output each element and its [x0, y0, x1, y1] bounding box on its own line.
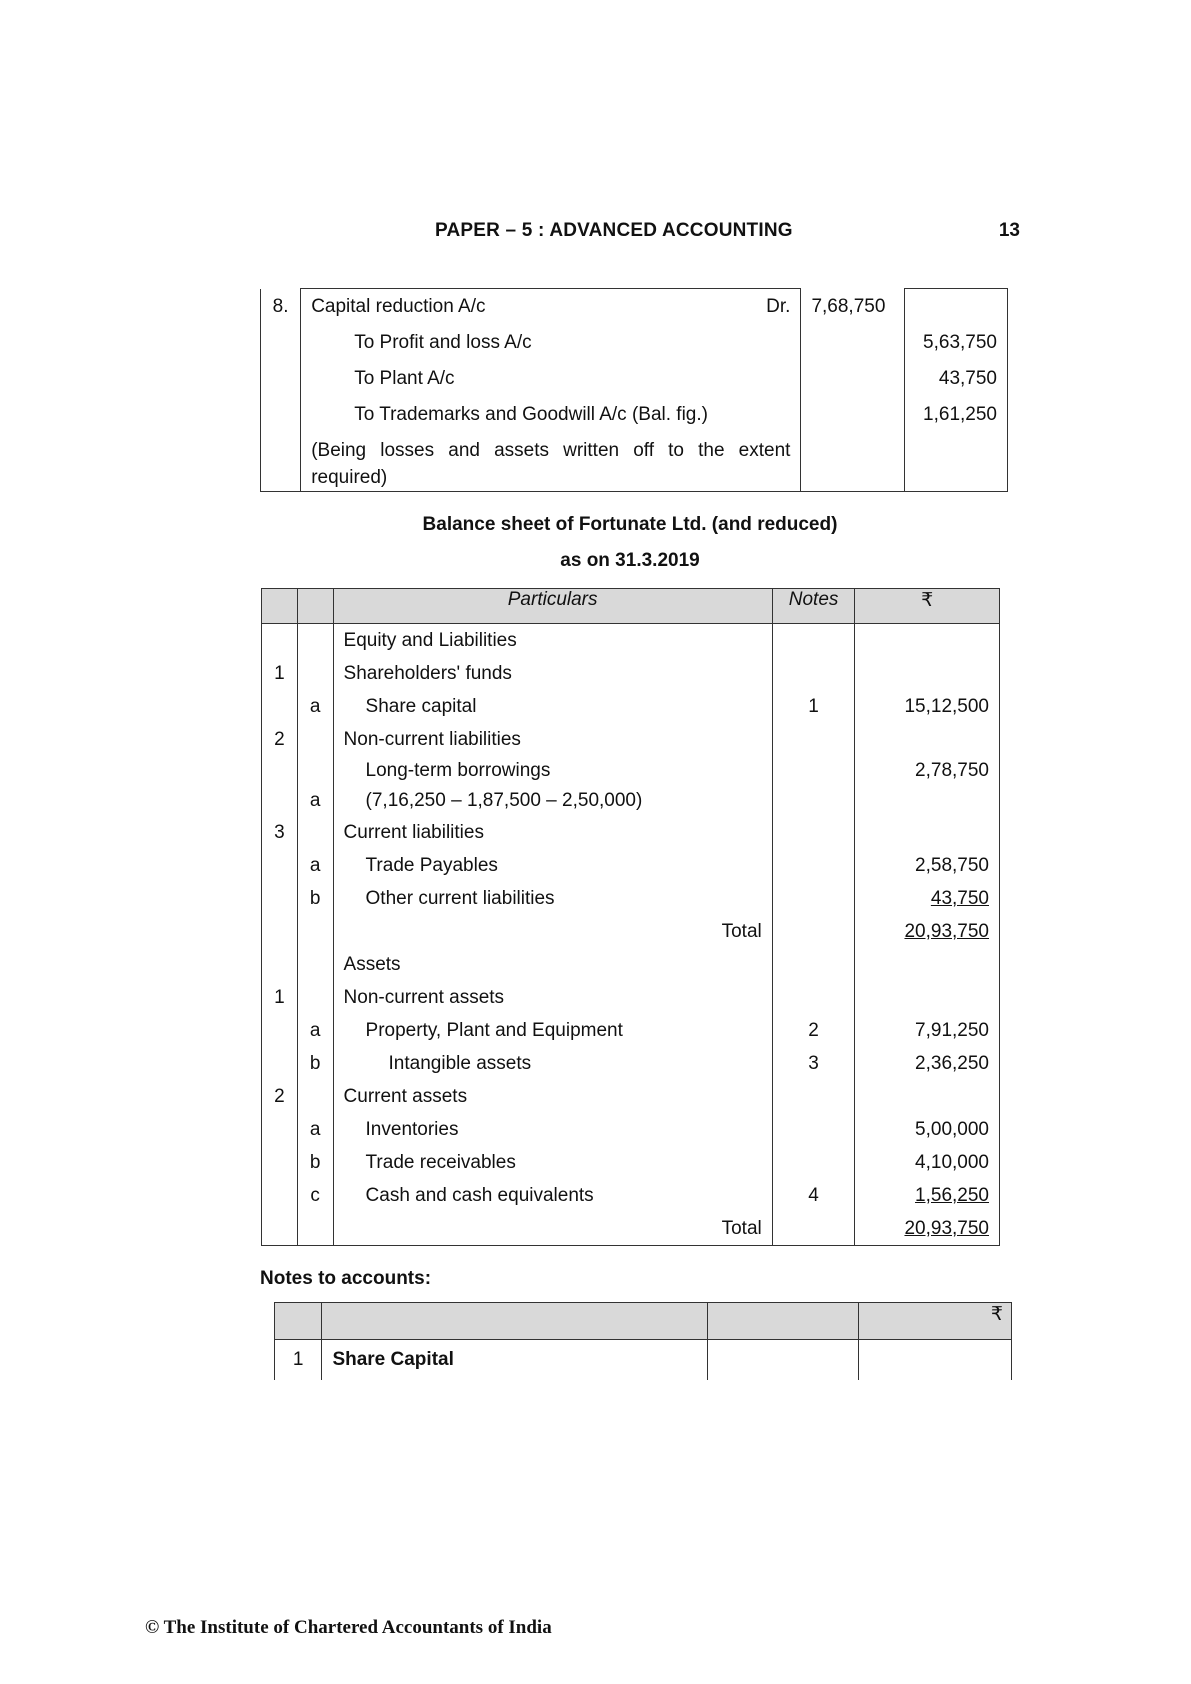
- credit-account: To Profit and loss A/c: [301, 325, 749, 361]
- journal-credit-row: [261, 397, 1008, 433]
- debit-account: Capital reduction A/c: [301, 289, 749, 326]
- table-row: 1 Shareholders' funds: [262, 657, 1000, 690]
- total-amount: 20,93,750: [904, 921, 989, 942]
- page-number: 13: [998, 220, 1020, 241]
- table-row: a Share capital 1 15,12,500: [262, 690, 1000, 723]
- entry-number: 8.: [261, 289, 301, 326]
- balance-sheet-title: Balance sheet of Fortunate Ltd. (and reduced): [422, 514, 838, 535]
- table-row: b Other current liabilities 43,750: [262, 882, 1000, 915]
- paper-title: PAPER – 5 : ADVANCED ACCOUNTING: [435, 220, 793, 241]
- notes-to-accounts-table: [274, 1302, 1012, 1380]
- credit-account: To Trademarks and Goodwill A/c (Bal. fig.): [301, 397, 749, 433]
- credit-amount: 1,61,250: [904, 397, 1007, 433]
- debit-amount: 7,68,750: [801, 289, 904, 326]
- total-label: Total: [333, 1212, 772, 1246]
- dr-label: Dr.: [749, 289, 801, 326]
- notes-heading: Notes to accounts:: [260, 1268, 432, 1289]
- table-row: 2 Non-current liabilities: [262, 723, 1000, 756]
- balance-sheet-date: as on 31.3.2019: [560, 550, 700, 571]
- table-row: b Trade receivables 4,10,000: [262, 1146, 1000, 1179]
- currency-header: ₹: [855, 589, 1000, 624]
- table-row: a Long-term borrowings (7,16,250 – 1,87,500 – 2,50,000) 2,78,750: [262, 756, 1000, 816]
- journal-entry-table: [260, 288, 1008, 492]
- total-row: [262, 915, 1000, 948]
- credit-account: To Plant A/c: [301, 361, 749, 397]
- table-header-row: [275, 1303, 1012, 1340]
- table-row: a Property, Plant and Equipment 2 7,91,250: [262, 1014, 1000, 1047]
- total-label: Total: [333, 915, 772, 948]
- journal-narration-row: [261, 433, 1008, 492]
- table-row: 1 Non-current assets: [262, 981, 1000, 1014]
- particulars-header: Particulars: [333, 589, 772, 624]
- table-row: [262, 624, 1000, 658]
- table-row: b Intangible assets 3 2,36,250: [262, 1047, 1000, 1080]
- credit-amount: 43,750: [904, 361, 1007, 397]
- section-heading: Equity and Liabilities: [333, 624, 772, 658]
- table-row: a Trade Payables 2,58,750: [262, 849, 1000, 882]
- note-label: Share Capital: [322, 1340, 707, 1381]
- section-heading: Assets: [333, 948, 772, 981]
- table-row: c Cash and cash equivalents 4 1,56,250: [262, 1179, 1000, 1212]
- table-row: [275, 1340, 1012, 1381]
- journal-debit-row: [261, 289, 1008, 326]
- table-row: a Inventories 5,00,000: [262, 1113, 1000, 1146]
- note-number: 1: [275, 1340, 322, 1381]
- currency-header: ₹: [858, 1303, 1011, 1340]
- copyright-footer: © The Institute of Chartered Accountants of India: [145, 1617, 552, 1638]
- table-row: 2 Current assets: [262, 1080, 1000, 1113]
- total-amount: 20,93,750: [904, 1218, 989, 1239]
- table-header-row: [262, 589, 1000, 624]
- balance-sheet-table: [261, 588, 1000, 1246]
- journal-credit-row: [261, 325, 1008, 361]
- total-row: [262, 1212, 1000, 1246]
- journal-credit-row: [261, 361, 1008, 397]
- notes-header: Notes: [772, 589, 855, 624]
- credit-amount: 5,63,750: [904, 325, 1007, 361]
- narration: (Being losses and assets written off to the extent required): [301, 433, 801, 492]
- table-row: 3 Current liabilities: [262, 816, 1000, 849]
- table-row: [262, 948, 1000, 981]
